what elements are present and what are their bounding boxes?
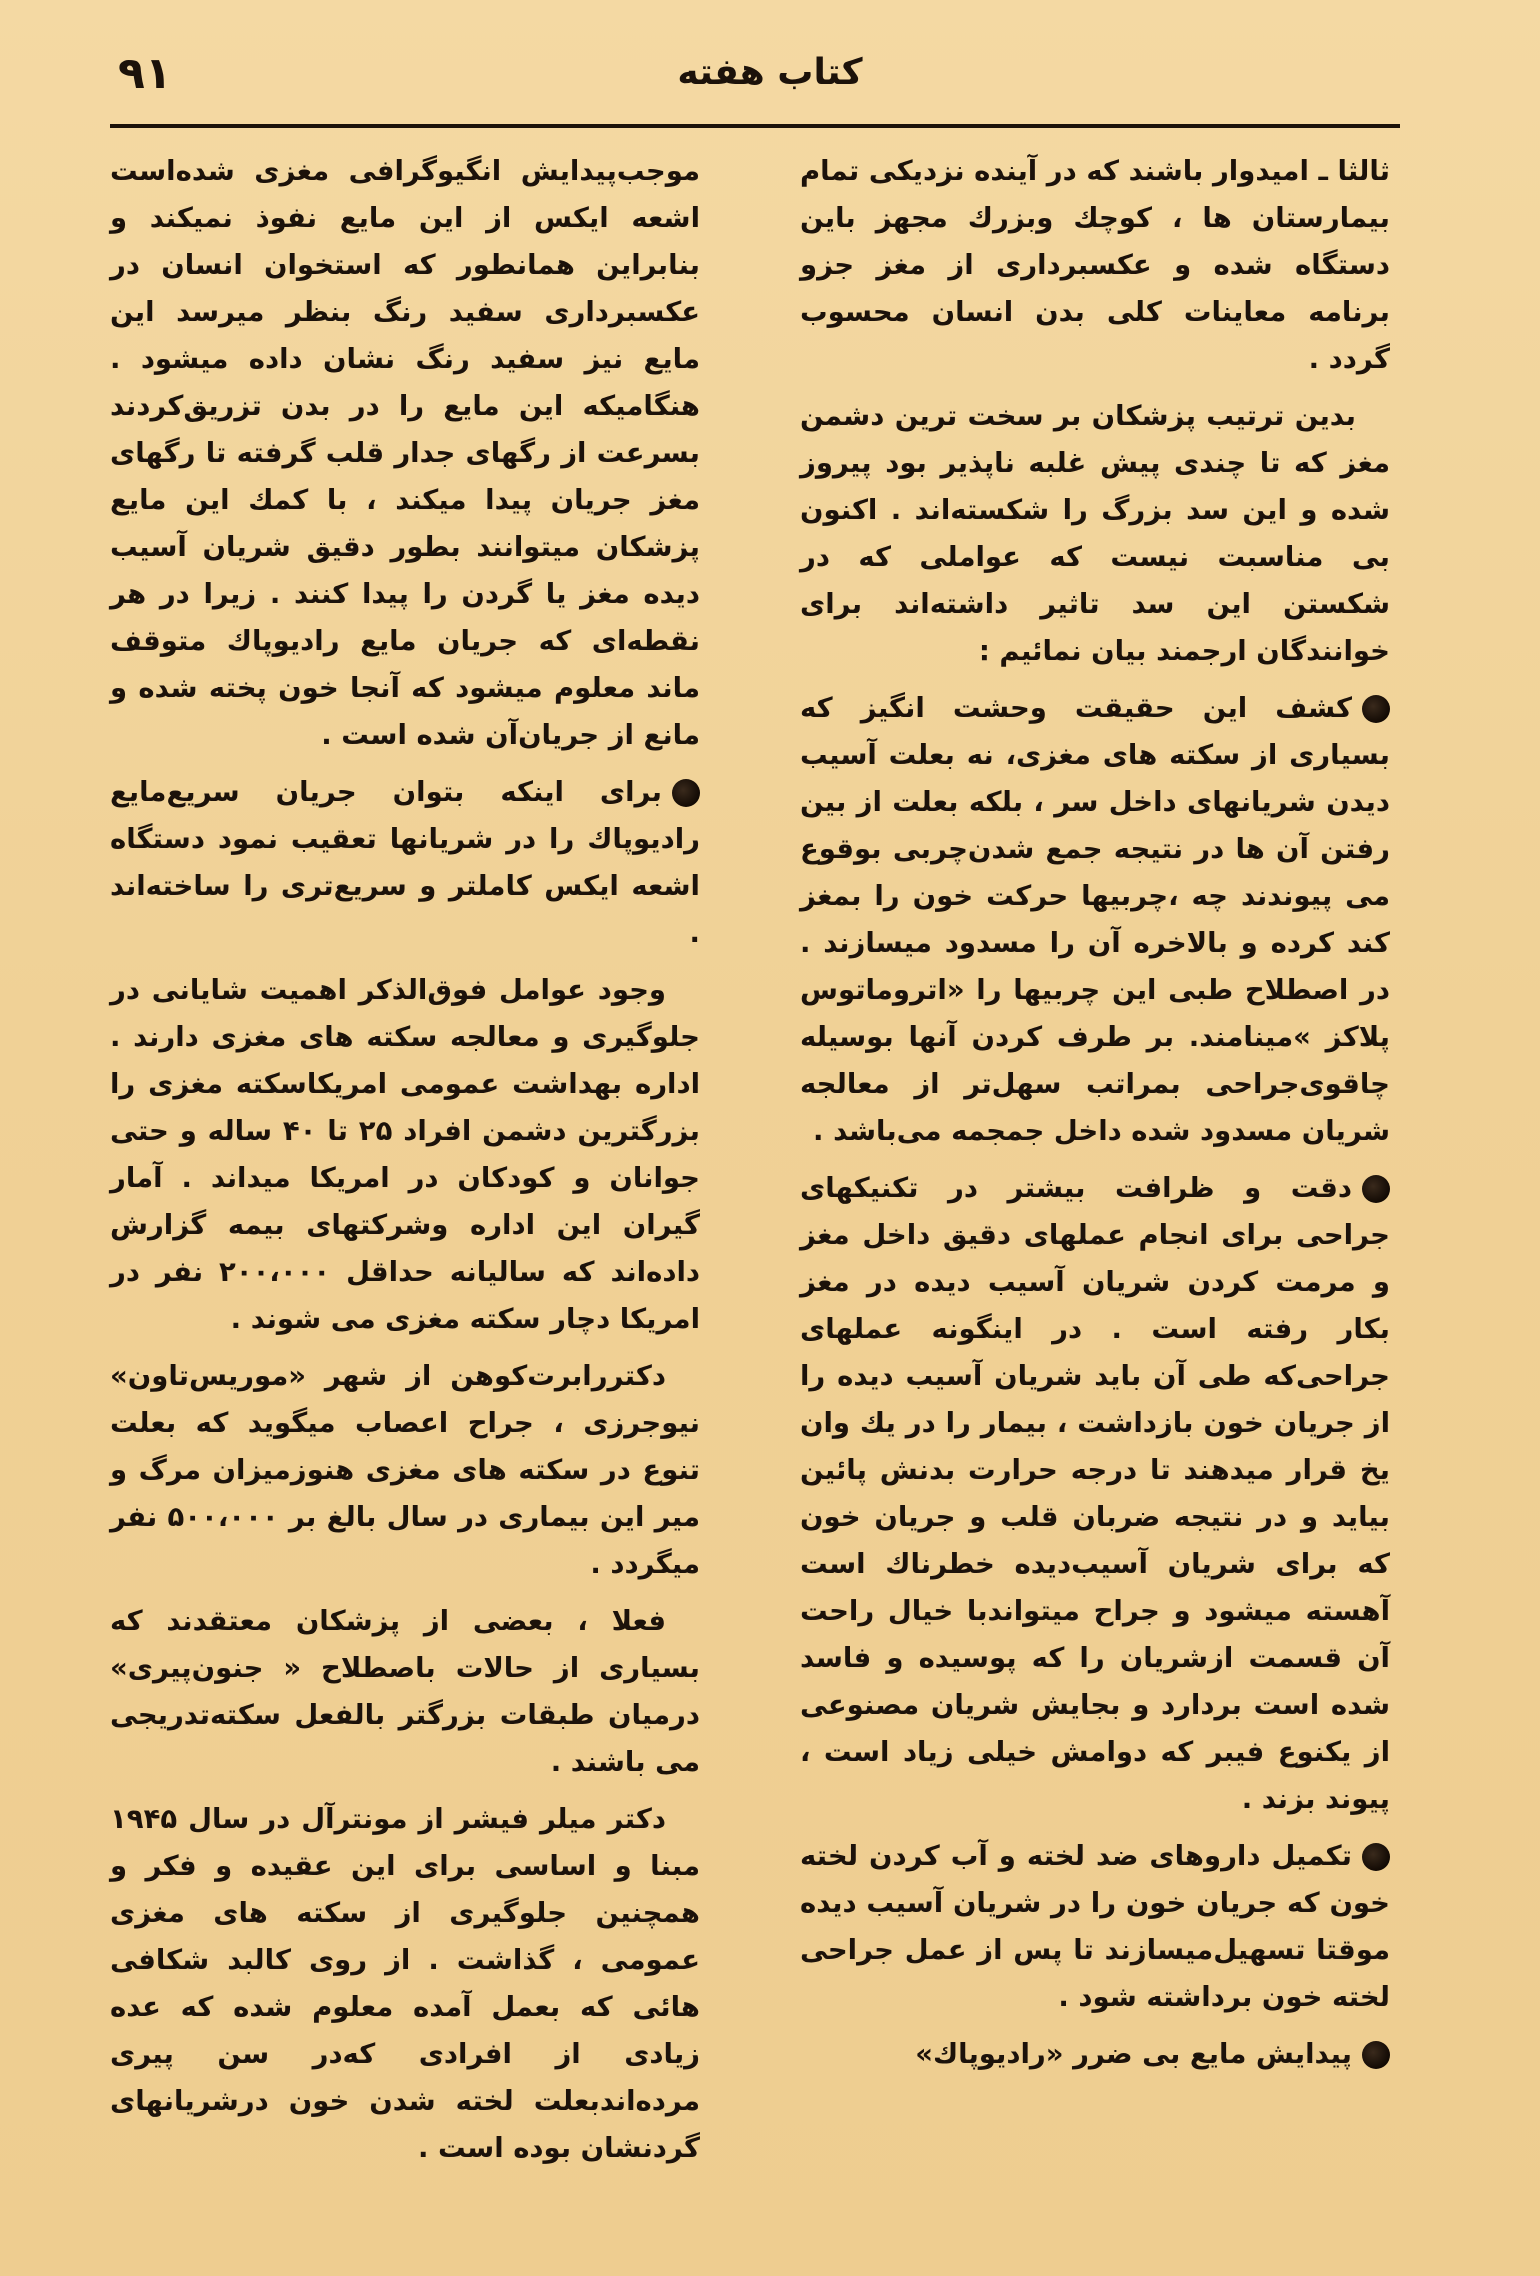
bullet-dot-icon — [1362, 1175, 1390, 1203]
right-column — [800, 148, 1390, 2088]
paragraph: فعلا ، بعضی از پزشکان معتقدند که بسیاری از حالات باصطلاح « جنون‌پیری» درمیان طبقات بزرگتر بالفعل سکته‌تدریجی می باشند . — [110, 1605, 700, 1778]
bullet-item — [800, 1165, 1390, 1823]
page-header — [0, 38, 1540, 118]
running-title: کتاب هفته — [677, 52, 863, 93]
left-column — [110, 148, 700, 2182]
paragraph: دکتر میلر فیشر از مونترآل در سال ۱۹۴۵ مبنا و اساسی برای این عقیده و فکر و همچنین جلوگیری از سکته های مغزی عمومی ، گذاشت . از روی کالبد شکافی هائی که بعمل آمده معلوم شده که عده زیادی از افرادی که‌در سن پیری مرده‌اندبعلت لخته شدن خون درشریانهای گردنشان بوده است . — [110, 1803, 700, 2164]
bullet-text: کشف این حقیقت وحشت انگیز که بسیاری از سکته های مغزی، نه بعلت آسیب دیدن شریانهای داخل سر ، بلکه بعلت از بین رفتن آن ها در نتیجه جمع شدن‌چربی بوقوع می پیوندند چه ،چربیها حرکت خون را بمغز کند کرده و بالاخره آن را مسدود میسازند . در اصطلاح طبی این چربیها را «اتروماتوس پلاکز »مینامند. بر طرف کردن آنها بوسیله چاقوی‌جراحی بمراتب سهل‌تر از معالجه شریان مسدود شده داخل جمجمه می‌باشد . — [800, 692, 1390, 1147]
bullet-item — [800, 1833, 1390, 2021]
paragraph: ثالثا ـ امیدوار باشند که در آینده نزدیکی تمام بیمارستان ها ، کوچك وبزرك مجهز باین دستگاه شده و عکسبرداری از مغز جزو برنامه معاینات کلی بدن انسان محسوب گردد . — [800, 155, 1390, 375]
bullet-dot-icon — [1362, 1843, 1390, 1871]
paragraph: وجود عوامل فوق‌الذکر اهمیت شایانی در جلوگیری و معالجه سکته های مغزی دارند . اداره بهداشت عمومی امریکاسکته مغزی را بزرگترین دشمن افراد ۲۵ تا ۴۰ ساله و حتی جوانان و کودکان در امریکا میداند . آمار گیران این اداره وشرکتهای بیمه گزارش داده‌اند که سالیانه حداقل ۲۰۰،۰۰۰ نفر در امریکا دچار سکته مغزی می شوند . — [110, 974, 700, 1335]
bullet-text: پیدایش مایع بی ضرر «رادیوپاك» — [915, 2038, 1352, 2070]
page-number: ۹۱ — [118, 48, 172, 99]
bullet-dot-icon — [1362, 695, 1390, 723]
bullet-dot-icon — [1362, 2041, 1390, 2069]
header-rule — [110, 124, 1400, 128]
bullet-text: دقت و ظرافت بیشتر در تکنیکهای جراحی برای انجام عملهای دقیق داخل مغز و مرمت کردن شریان آسیب دیده در مغز بکار رفته است . در اینگونه عملهای جراحی‌که طی آن باید شریان آسیب دیده را از جریان خون بازداشت ، بیمار را در یك وان یخ قرار میدهند تا درجه حرارت بدنش پائین بیاید و در نتیجه ضربان قلب و جریان خون که برای شریان آسیب‌دیده خطرناك است آهسته میشود و جراح میتواندبا خیال راحت آن قسمت ازشریان را که پوسیده و فاسد شده است بردارد و بجایش شریان مصنوعی از یکنوع فیبر که دوامش خیلی زیاد است ، پیوند بزند . — [800, 1172, 1390, 1815]
bullet-item — [800, 2031, 1390, 2078]
bullet-dot-icon — [672, 779, 700, 807]
bullet-text: تکمیل داروهای ضد لخته و آب کردن لخته خون که جریان خون را در شریان آسیب دیده موقتا تسهیل‌میسازند تا پس از عمل جراحی لخته خون برداشته شود . — [800, 1840, 1390, 2013]
bullet-item — [110, 769, 700, 957]
bullet-text: برای اینکه بتوان جریان سریع‌مایع رادیوپاك را در شریانها تعقیب نمود دستگاه اشعه ایکس کاملتر و سریع‌تری را ساخته‌اند . — [110, 776, 700, 949]
paragraph: بدین ترتیب پزشکان بر سخت ترین دشمن مغز که تا چندی پیش غلبه ناپذیر بود پیروز شده و این سد بزرگ را شکسته‌اند . اکنون بی مناسبت نیست که عواملی که در شکستن این سد تاثیر داشته‌اند برای خوانندگان ارجمند بیان نمائیم : — [800, 400, 1390, 667]
bullet-item — [800, 685, 1390, 1155]
paragraph: دکتررابرت‌کوهن از شهر «موریس‌تاون» نیوجرزی ، جراح اعصاب میگوید که بعلت تنوع در سکته های مغزی هنوزمیزان مرگ و میر این بیماری در سال بالغ بر ۵۰۰،۰۰۰ نفر میگردد . — [110, 1360, 700, 1580]
paragraph: موجب‌پیدایش انگیوگرافی مغزی شده‌است اشعه ایکس از این مایع نفوذ نمیکند و بنابراین همانطور که استخوان انسان در عکسبرداری سفید رنگ بنظر میرسد این مایع نیز سفید رنگ نشان داده میشود . هنگامیکه این مایع را در بدن تزریق‌کردند بسرعت از رگهای جدار قلب گرفته تا رگهای مغز جریان پیدا میکند ، با کمك این مایع پزشکان میتوانند بطور دقیق شریان آسیب دیده مغز یا گردن را پیدا کنند . زیرا در هر نقطه‌ای که جریان مایع رادیوپاك متوقف ماند معلوم میشود که آنجا خون پخته شده و مانع از جریان‌آن شده است . — [110, 155, 700, 751]
